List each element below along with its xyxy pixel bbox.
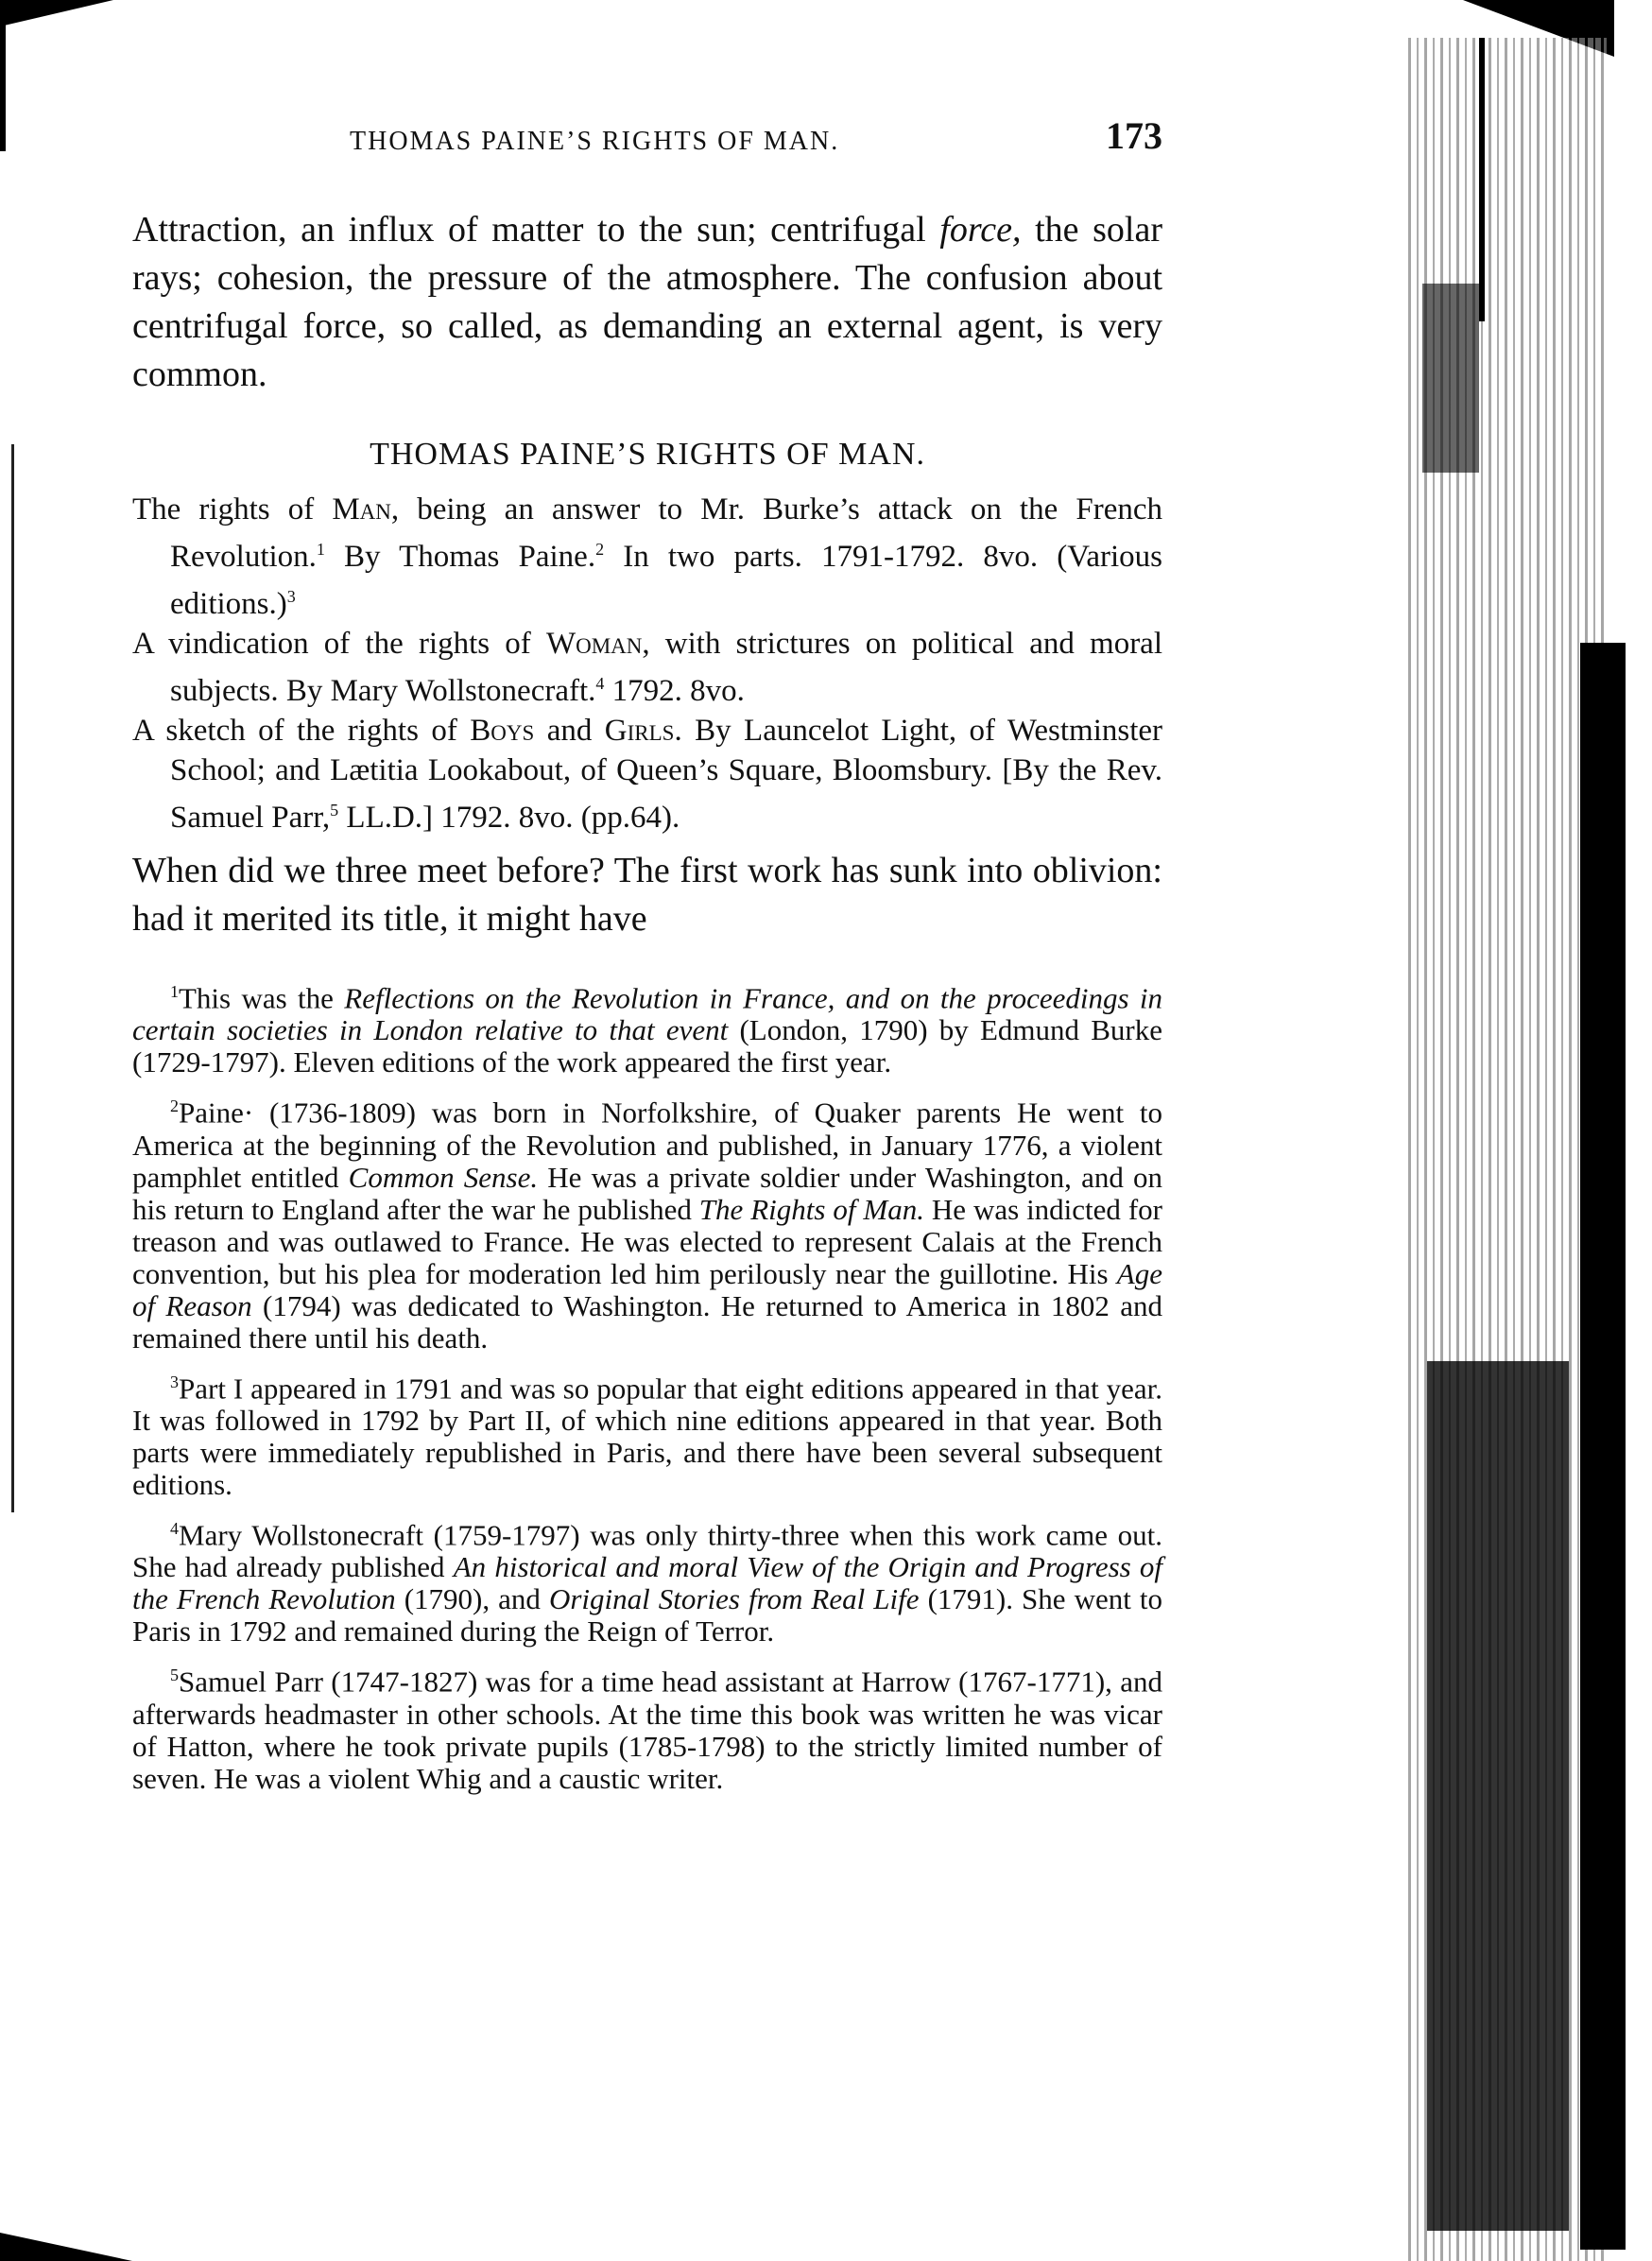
intro-text: Attraction, an influx of matter to the sun; centrifugal force, the solar rays; cohesion, the pressure of the atmosphere. The confusion about centrifugal force, so called, as demanding an external agent, is very common. bbox=[132, 210, 1162, 394]
scan-edge-block-1 bbox=[1580, 643, 1626, 2250]
scan-edge-block-2 bbox=[1427, 1361, 1569, 2231]
footnote: $^2$Paine· (1736-1809) was born in Norfolkshire, of Quaker parents He went to America at the beginning of the Revolution and published, in January 1776, a violent pamphlet entitled Common Sense. He was a private soldier under Washington, and on his return to England after the war he published The Rights of Man. He was indicted for treason and was outlawed to France. He was elected to represent Calais at the French convention, but his plea for moderation led him perilously near the guillotine. His Age of Reason (1794) was dedicated to Washington. He returned to America in 1802 and remained there until his death. bbox=[132, 1096, 1162, 1355]
footnotes bbox=[132, 975, 1162, 1795]
second-paragraph: When did we three meet before? The first work has sunk into oblivion: had it merited its title, it might have bbox=[132, 851, 1162, 939]
scan-edge-block-4 bbox=[1479, 38, 1485, 321]
bibliography-entry: The rights of Man, being an answer to Mr. Burke’s attack on the French Revolution.$^1$ By Thomas Paine.$^2$ In two parts. 1791-1792. 8vo. (Various editions.)$^3$ bbox=[132, 492, 1163, 621]
scan-edge-line-top-left bbox=[0, 0, 6, 151]
section-heading: THOMAS PAINE’S RIGHTS OF MAN. bbox=[370, 437, 925, 472]
page-number: 173 bbox=[1106, 114, 1162, 157]
intro-italic-word: force, bbox=[939, 210, 1022, 250]
scan-margin-line bbox=[11, 444, 14, 1512]
footnote: $^3$Part I appeared in 1791 and was so popular that eight editions appeared in that year. It was followed in 1792 by Part II, of which nine editions appeared in that year. Both parts were immediately republished in Paris, and there have been several subsequent editions. bbox=[132, 1371, 1162, 1501]
footnote: $^1$This was the Reflections on the Revolution in France, and on the proceedings in certain societies in London relative to that event (London, 1790) by Edmund Burke (1729-1797). Eleven editions of the work appeared the first year. bbox=[132, 981, 1162, 1079]
scan-corner-mark-top-left bbox=[0, 0, 113, 26]
running-title: THOMAS PAINE’S RIGHTS OF MAN. bbox=[350, 127, 840, 156]
running-head bbox=[132, 113, 1162, 170]
book-page bbox=[132, 113, 1162, 1806]
footnote: $^4$Mary Wollstonecraft (1759-1797) was only thirty-three when this work came out. She had already published An historical and moral View of the Origin and Progress of the French Revolution (1790), and Original Stories from Real Life (1791). She went to Paris in 1792 and remained during the Reign of Terror. bbox=[132, 1518, 1162, 1648]
scan-edge-block-3 bbox=[1422, 284, 1479, 473]
footnote: $^5$Samuel Parr (1747-1827) was for a time head assistant at Harrow (1767-1771), and afterwards headmaster in other schools. At the time this book was written he was vicar of Hatton, where he took private pupils (1785-1798) to the strictly limited number of seven. He was a violent Whig and a caustic writer. bbox=[132, 1665, 1162, 1795]
bibliography-list bbox=[132, 490, 1162, 837]
bibliography-entry: A vindication of the rights of Woman, with strictures on political and moral subjects. By Mary Wollstonecraft.$^4$ 1792. 8vo. bbox=[132, 627, 1162, 708]
scan-corner-mark-bottom-left bbox=[0, 2233, 132, 2261]
intro-paragraph bbox=[132, 206, 1162, 399]
bibliography-entry: A sketch of the rights of Boys and Girls. By Launcelot Light, of Westminster School; and Lætitia Lookabout, of Queen’s Square, Bloomsbury. [By the Rev. Samuel Parr,$^5$ LL.D.] 1792. 8vo. (pp.64). bbox=[132, 714, 1163, 835]
